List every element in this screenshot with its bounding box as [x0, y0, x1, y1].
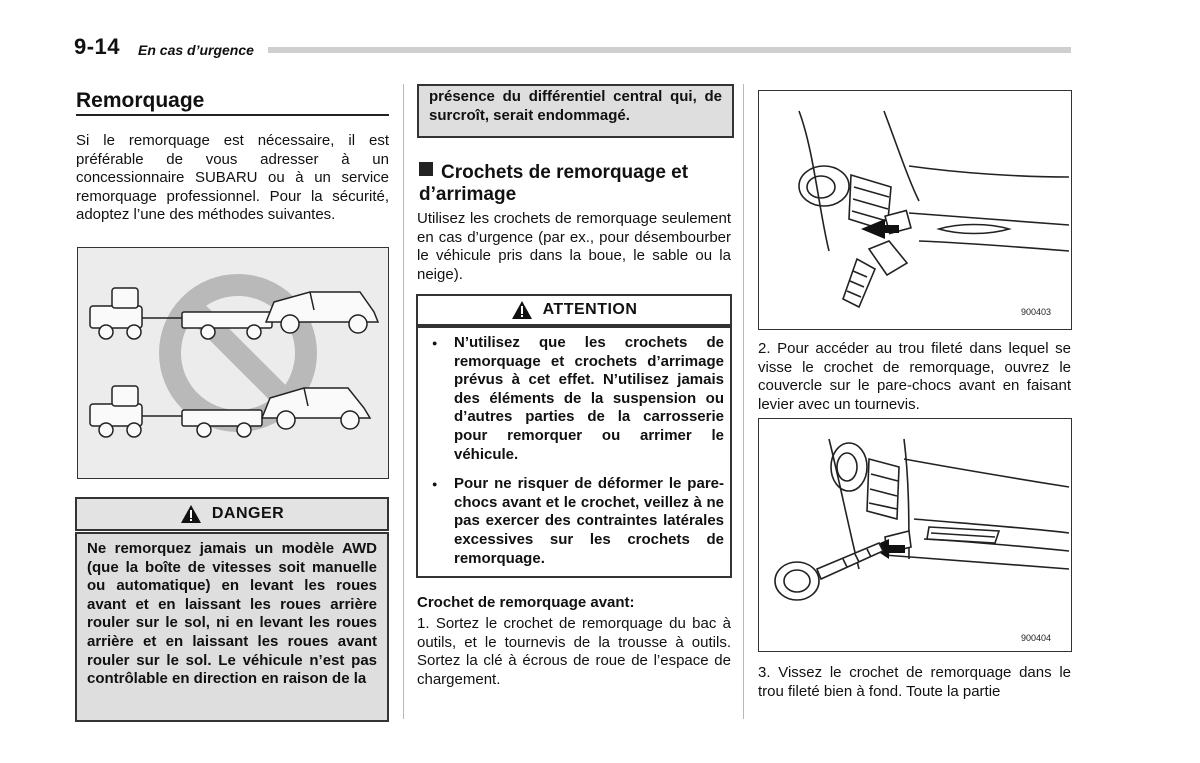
danger-text: Ne remorquez jamais un modèle AWD (que la boîte de vitesses soit manuelle ou automatique) en levant les roues avant et en laissant les roues arrière rouler sur le sol, ni en levant les roues arrière et en laissant les roues avant rouler sur le sol. Le véhicule n’est pas contrôlable en direction en raison de la: [87, 540, 377, 688]
step-3: 3. Vissez le crochet de remorquage dans le trou fileté bien à fond. Toute la partie: [758, 664, 1071, 700]
attention-item: ● N’utilisez que les crochets de remorquage et crochets d’arrimage prévus à cet effet. N’utilisez jamais des éléments de la suspension ou d’autres parties de la carrosserie pour remorquer ou arrimer le véhicule.: [424, 334, 724, 464]
crochets-intro: Utilisez les crochets de remorquage seulement en cas d’urgence (par ex., pour désembourber le véhicule pris dans la boue, le sable ou la neige).: [417, 210, 731, 283]
continued-warning-text: présence du différentiel central qui, de surcroît, serait endommagé.: [429, 88, 722, 124]
header-rule: [268, 47, 1071, 53]
continued-warning-box: [417, 84, 734, 138]
figure-hook-installation: [758, 418, 1072, 652]
front-hook-heading: Crochet de remorquage avant:: [417, 594, 635, 611]
step-1: 1. Sortez le crochet de remorquage du bac à outils, et le tournevis de la trousse à outils. Sortez la clé à écrous de roue de l’espace de chargement.: [417, 615, 731, 688]
column-separator: [743, 84, 744, 719]
attention-box: [416, 326, 732, 578]
subheading-crochets: [419, 162, 731, 206]
warning-icon: [180, 504, 202, 524]
attention-label-text: ATTENTION: [542, 301, 638, 318]
column-separator: [403, 84, 404, 719]
danger-label: [75, 497, 389, 531]
tow-hook-diagram: [759, 419, 1071, 651]
figure-cover-removal: [758, 90, 1072, 330]
bumper-cover-diagram: [759, 91, 1071, 329]
figure-code-1: 900403: [1021, 307, 1052, 317]
page-number: 9-14: [74, 34, 121, 59]
towing-illustration: [77, 247, 389, 479]
subheading-text: Crochets de remorquage et d’arrimage: [419, 162, 689, 205]
intro-paragraph: Si le remorquage est nécessaire, il est préférable de vous adresser à un concessionnaire SUBARU ou à un service remorquage professionnel. Pour la sécurité, adoptez l’une des méthodes suivantes.: [76, 132, 389, 224]
heading-underline: [76, 114, 389, 116]
warning-icon: [511, 300, 533, 320]
danger-text-box: [75, 532, 389, 722]
towing-diagram: [78, 248, 388, 478]
attention-label: [416, 294, 732, 326]
attention-item: ● Pour ne risquer de déformer le pare-chocs avant et le crochet, veillez à ne pas exercer des contraintes latérales excessives sur les crochets de remorquage.: [424, 475, 724, 568]
section-title: En cas d’urgence: [138, 42, 254, 58]
figure-code-2: 900404: [1021, 633, 1052, 643]
step-2: 2. Pour accéder au trou fileté dans lequel se visse le crochet de remorquage, ouvrez le couvercle sur le pare-chocs avant en faisant levier avec un tournevis.: [758, 340, 1071, 413]
danger-label-text: DANGER: [211, 505, 285, 522]
section-square-bullet: [419, 162, 433, 176]
heading-remorquage: Remorquage: [76, 89, 205, 112]
